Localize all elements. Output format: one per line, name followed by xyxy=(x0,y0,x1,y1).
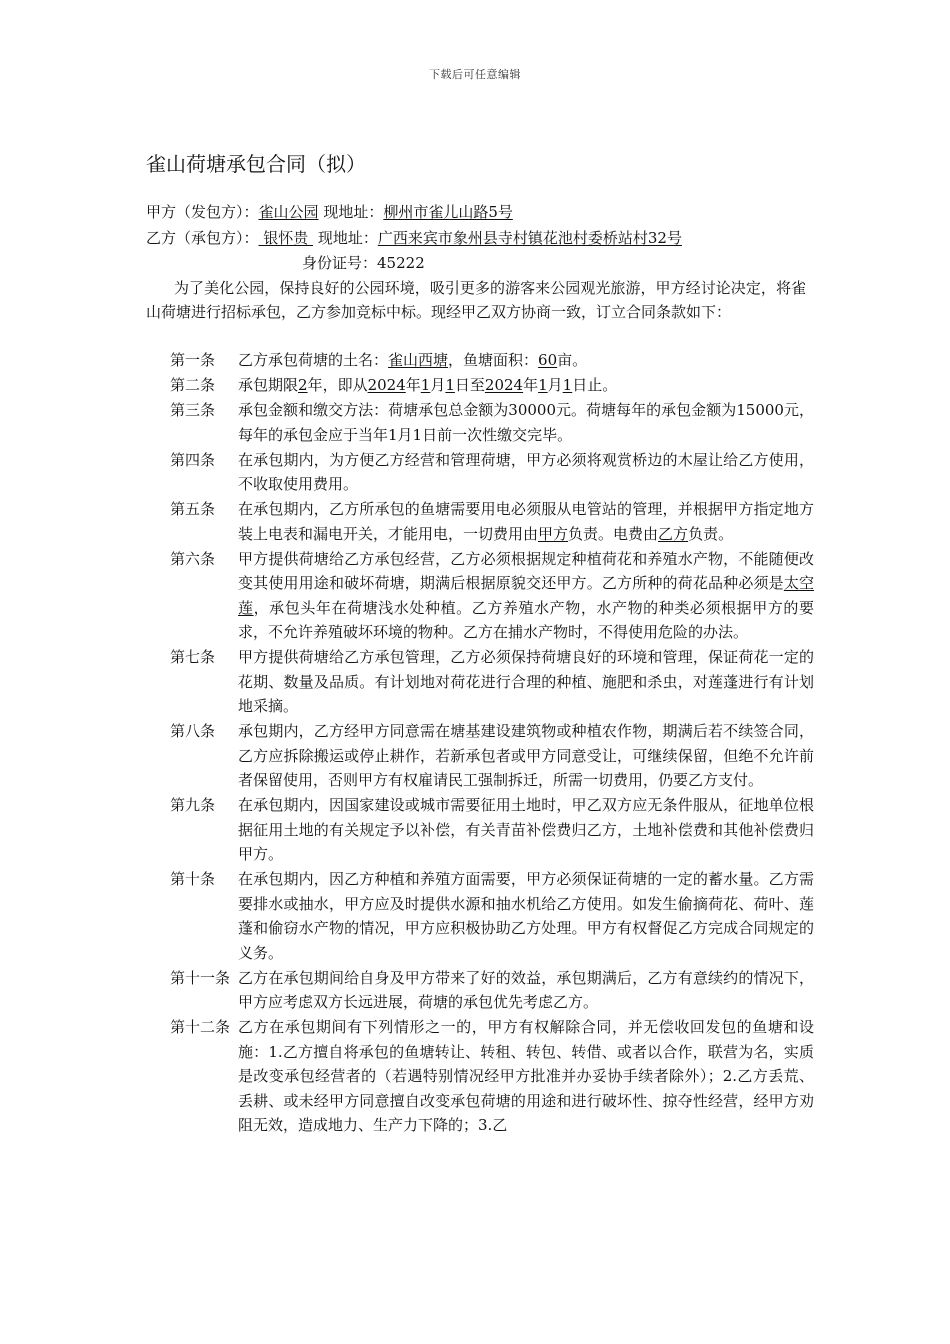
article-number: 第七条 xyxy=(170,648,216,666)
article-2 xyxy=(146,373,818,398)
party-b-address: 广西来宾市象州县寺村镇花池村委桥站村32号 xyxy=(377,229,682,247)
article-body: 乙方在承包期间给自身及甲方带来了好的效益，承包期满后，乙方有意续约的情况下，甲方应考虑双方长远进展，荷塘的承包优先考虑乙方。 xyxy=(238,968,814,1011)
intro-paragraph: 为了美化公园，保持良好的公园环境，吸引更多的游客来公园观光旅游，甲方经讨论决定，将雀山荷塘进行招标承包，乙方参加竞标中标。现经甲乙双方协商一致，订立合同条款如下： xyxy=(146,279,806,321)
party-b-name: 银怀贵 xyxy=(258,229,314,247)
article-body: 在承包期内，为方便乙方经营和管理荷塘，甲方必须将观赏桥边的木屋让给乙方使用，不收取使用费用。 xyxy=(238,450,814,493)
article-number: 第九条 xyxy=(170,796,216,814)
party-a-name: 雀山公园 xyxy=(258,203,319,221)
article-number: 第三条 xyxy=(170,401,216,419)
article-number: 第十条 xyxy=(170,870,216,888)
article-8 xyxy=(146,719,818,793)
article-1 xyxy=(146,348,818,373)
party-b-line xyxy=(146,226,682,250)
article-number: 第五条 xyxy=(170,500,216,518)
id-label: 身份证号： xyxy=(302,254,378,272)
article-number: 第一条 xyxy=(170,351,216,369)
id-value: 45222 xyxy=(377,254,425,272)
article-body: 在承包期内，因乙方种植和养殖方面需要，甲方必须保证荷塘的一定的蓄水量。乙方需要排水或抽水，甲方应及时提供水源和抽水机给乙方使用。如发生偷摘荷花、荷叶、莲蓬和偷窃水产物的情况，甲方应积极协助乙方处理。甲方有权督促乙方完成合同规定的义务。 xyxy=(238,870,814,962)
article-body: 承包期内，乙方经甲方同意需在塘基建设建筑物或种植农作物，期满后若不续签合同，乙方应拆除搬运或停止耕作，若新承包者或甲方同意受让，可继续保留，但绝不允许前者保留使用，否则甲方有权雇请民工强制拆迁，所需一切费用，仍要乙方支付。 xyxy=(238,722,814,789)
article-body: 甲方提供荷塘给乙方承包经营，乙方必须根据规定种植荷花和养殖水产物，不能随便改变其使用用途和破坏荷塘，期满后根据原貌交还甲方。乙方所种的荷花品种必须是太空莲，承包头年在荷塘浅水处种植。乙方养殖水产物，水产物的种类必须根据甲方的要求，不允许养殖破坏环境的物种。乙方在捕水产物时，不得使用危险的办法。 xyxy=(238,549,814,641)
article-number: 第十二条 xyxy=(170,1018,231,1036)
article-body: 乙方在承包期间有下列情形之一的，甲方有权解除合同，并无偿收回发包的鱼塘和设施：1.乙方擅自将承包的鱼塘转让、转租、转包、转借、或者以合作，联营为名，实质是改变承包经营者的（若遇特别情况经甲方批准并办妥协手续者除外）；2.乙方丢荒、丢耕、或未经甲方同意擅自改变承包荷塘的用途和进行破坏性、掠夺性经营，经甲方劝阻无效，造成地力、生产力下降的；3.乙 xyxy=(238,1018,814,1134)
article-body: 在承包期内，因国家建设或城市需要征用土地时，甲乙双方应无条件服从，征地单位根据征用土地的有关规定予以补偿，有关青苗补偿费归乙方，土地补偿费和其他补偿费归甲方。 xyxy=(238,796,814,863)
article-7 xyxy=(146,645,818,719)
article-body: 乙方承包荷塘的土名：雀山西塘，鱼塘面积：60亩。 xyxy=(238,351,588,369)
party-a-line xyxy=(146,200,513,224)
contract-title: 雀山荷塘承包合同（拟） xyxy=(146,152,366,176)
article-number: 第四条 xyxy=(170,450,216,469)
article-body: 承包金额和缴交方法：荷塘承包总金额为30000元。荷塘每年的承包金额为15000元，每年的承包金应于当年1月1日前一次性缴交完毕。 xyxy=(238,401,814,444)
article-body: 承包期限2年，即从2024年1月1日至2024年1月1日止。 xyxy=(238,376,618,394)
party-a-label: 甲方（发包方）： xyxy=(146,203,259,221)
article-9 xyxy=(146,793,818,867)
party-a-address: 柳州市雀儿山路5号 xyxy=(383,203,513,221)
article-body: 甲方提供荷塘给乙方承包管理，乙方必须保持荷塘良好的环境和管理，保证荷花一定的花期、数量及品质。有计划地对荷花进行合理的种植、施肥和杀虫，对莲蓬进行有计划地采摘。 xyxy=(238,648,814,715)
article-12 xyxy=(146,1015,818,1138)
party-b-id-line xyxy=(302,252,425,273)
article-number: 第六条 xyxy=(170,549,216,568)
article-number: 第八条 xyxy=(170,722,216,740)
article-body: 在承包期内，乙方所承包的鱼塘需要用电必须服从电管站的管理，并根据甲方指定地方装上电表和漏电开关，才能用电，一切费用由甲方负责。电费由乙方负责。 xyxy=(238,500,814,543)
article-6 xyxy=(146,547,818,645)
article-5 xyxy=(146,497,818,546)
party-a-address-label: 现地址： xyxy=(323,203,384,221)
party-b-address-label: 现地址： xyxy=(317,229,378,247)
article-number: 第十一条 xyxy=(170,968,231,987)
article-3 xyxy=(146,398,818,447)
article-11 xyxy=(146,966,818,1015)
article-number: 第二条 xyxy=(170,376,216,394)
header-note: 下载后可任意编辑 xyxy=(429,68,521,81)
party-b-label: 乙方（承包方）： xyxy=(146,229,259,247)
article-4 xyxy=(146,448,818,497)
article-10 xyxy=(146,867,818,965)
article-list xyxy=(146,348,818,1138)
